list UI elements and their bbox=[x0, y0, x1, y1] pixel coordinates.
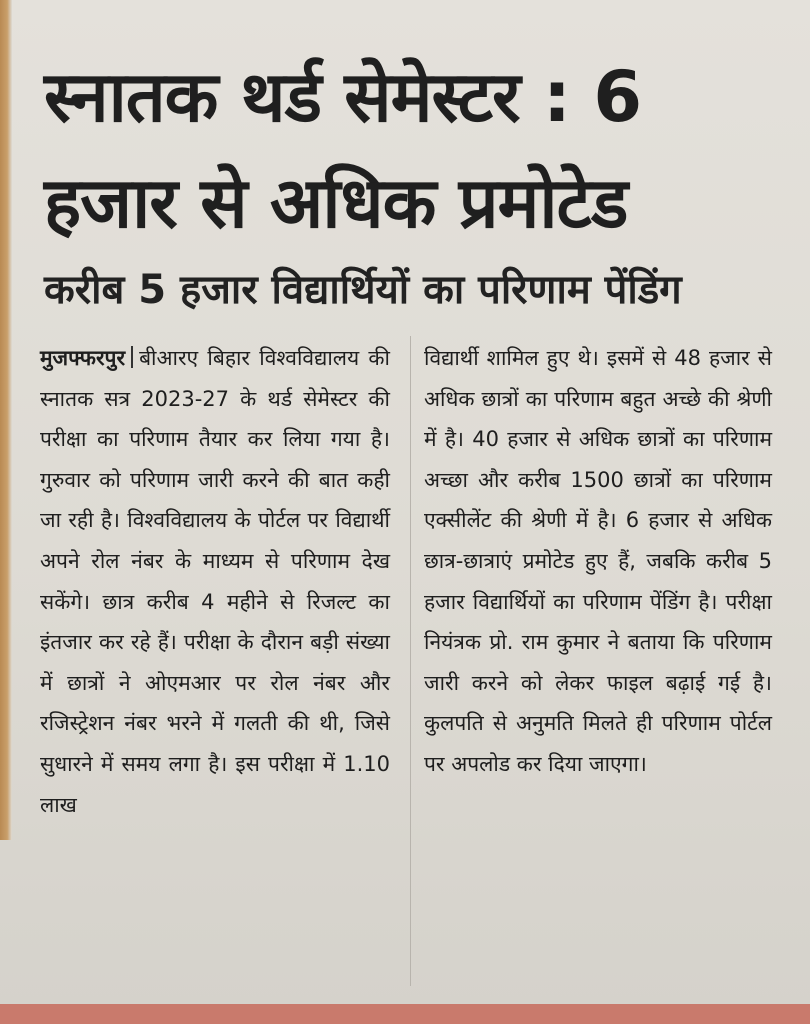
column-divider bbox=[410, 336, 411, 986]
background-surface bbox=[0, 1004, 810, 1024]
dateline: मुजफ्फरपुर bbox=[40, 346, 126, 370]
subheadline: करीब 5 हजार विद्यार्थियों का परिणाम पेंडिंग bbox=[44, 267, 682, 313]
article-column-1 bbox=[40, 338, 390, 825]
headline-line-2: हजार से अधिक प्रमोटेड bbox=[44, 162, 628, 244]
headline-line-1: स्नातक थर्ड सेमेस्टर : 6 bbox=[44, 56, 642, 138]
article-column-1-text: बीआरए बिहार विश्वविद्यालय की स्नातक सत्र 2023-27 के थर्ड सेमेस्टर की परीक्षा का परिणाम तैयार कर लिया गया है। गुरुवार को परिणाम जारी करने की बात कही जा रही है। विश्वविद्यालय के पोर्टल पर विद्यार्थी अपने रोल नंबर के माध्यम से परिणाम देख सकेंगे। छात्र करीब 4 महीने से रिजल्ट का इंतजार कर रहे हैं। परीक्षा के दौरान बड़ी संख्या में छात्रों ने ओएमआर पर रोल नंबर और रजिस्ट्रेशन नंबर भरने में गलती की थी, जिसे सुधारने में समय लगा है। इस परीक्षा में 1.10 लाख bbox=[40, 346, 390, 817]
headline bbox=[44, 44, 784, 256]
dateline-separator bbox=[131, 346, 133, 368]
article-column-2-text: विद्यार्थी शामिल हुए थे। इसमें से 48 हजार से अधिक छात्रों का परिणाम बहुत अच्छे की श्रेणी में है। 40 हजार से अधिक छात्रों का परिणाम अच्छा और करीब 1500 छात्रों का परिणाम एक्सीलेंट की श्रेणी में है। 6 हजार से अधिक छात्र-छात्राएं प्रमोटेड हुए हैं, जबकि करीब 5 हजार विद्यार्थियों का परिणाम पेंडिंग है। परीक्षा नियंत्रक प्रो. राम कुमार ने बताया कि परिणाम जारी करने को लेकर फाइल बढ़ाई गई है। कुलपति से अनुमति मिलते ही परिणाम पोर्टल पर अपलोड कर दिया जाएगा। bbox=[424, 346, 772, 776]
paper-left-edge bbox=[0, 0, 12, 840]
article-column-2 bbox=[424, 338, 772, 785]
